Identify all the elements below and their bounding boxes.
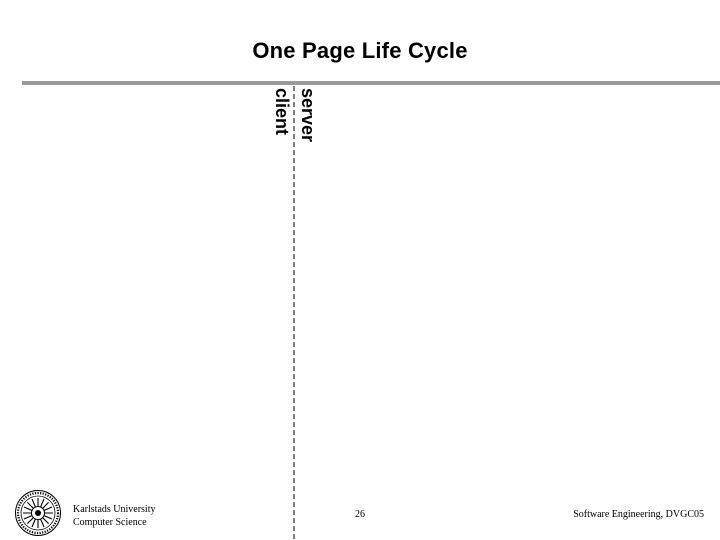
client-label: client	[272, 88, 292, 136]
university-seal-icon	[14, 489, 62, 537]
slide-title: One Page Life Cycle	[252, 38, 468, 63]
footer-course: Software Engineering, DVGC05	[573, 509, 704, 520]
footer-institution: Karlstads University	[73, 504, 156, 515]
server-label: server	[298, 88, 318, 143]
footer-department: Computer Science	[73, 517, 147, 528]
page-number: 26	[355, 509, 365, 520]
footer-institution-block	[73, 503, 156, 529]
